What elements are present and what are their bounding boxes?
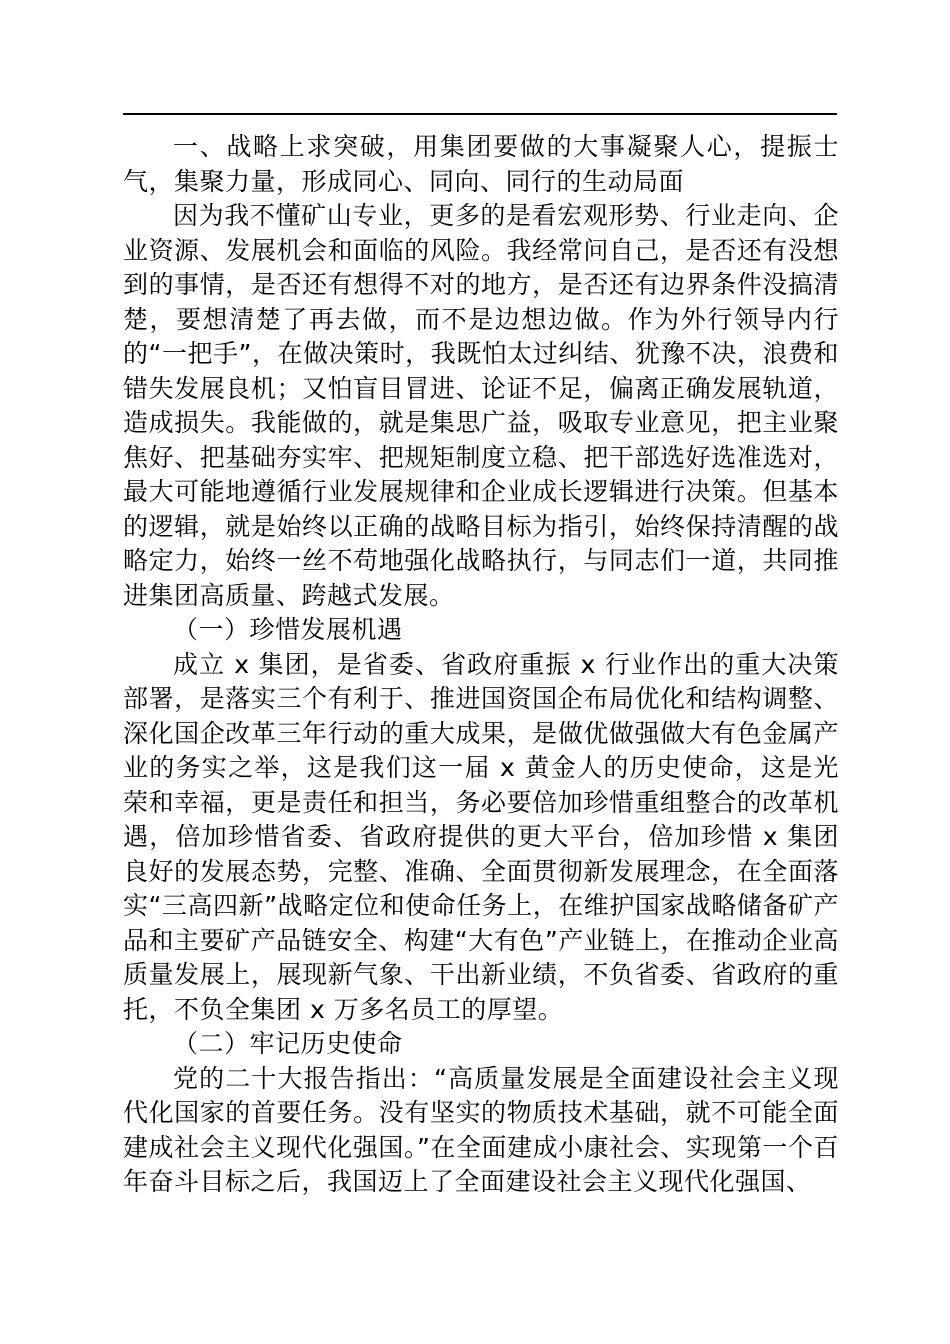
body-paragraph-decision-making: 因为我不懂矿山专业，更多的是看宏观形势、行业走向、企业资源、发展机会和面临的风险。我经常问自己，是否还有没想到的事情，是否还有想得不对的地方，是否还有边界条件没搞清楚，要想清楚了再去做，而不是边想边做。作为外行领导内行的“一把手”，在做决策时，我既怕太过纠结、犹豫不决，浪费和错失发展良机；又怕盲目冒进、论证不足，偏离正确发展轨道，造成损失。我能做的，就是集思广益，吸取专业意见，把主业聚焦好、把基础夯实牢、把规矩制度立稳、把干部选好选准选对，最大可能地遵循行业发展规律和企业成长逻辑进行决策。但基本的逻辑，就是始终以正确的战略目标为指引，始终保持清醒的战略定力，始终一丝不苟地强化战略执行，与同志们一道，共同推进集团高质量、跨越式发展。 [123, 201, 839, 610]
subheading-historical-mission: （二）牢记历史使命 [173, 1029, 403, 1058]
body-paragraph-party-congress: 党的二十大报告指出：“高质量发展是全面建设社会主义现代化国家的首要任务。没有坚实的物质技术基础，就不可能全面建成社会主义现代化强国。”在全面建成小康社会、实现第一个百年奋斗目标之后，我国迈上了全面建设社会主义现代化强国、 [123, 1063, 839, 1196]
body-paragraph-group-mission: 成立 x 集团，是省委、省政府重振 x 行业作出的重大决策部署，是落实三个有利于、推进国资国企布局优化和结构调整、深化国企改革三年行动的重大成果，是做优做强做大有色金属产业的务实之举，这是我们这一届 x 黄金人的历史使命，这是光荣和幸福，更是责任和担当，务必要倍加珍惜重组整合的改革机遇，倍加珍惜省委、省政府提供的更大平台，倍加珍惜 x 集团良好的发展态势，完整、准确、全面贯彻新发展理念，在全面落实“三高四新”战略定位和使命任务上，在维护国家战略储备矿产品和主要矿产品链安全、构建“大有色”产业链上，在推动企业高质量发展上，展现新气象、干出新业绩，不负省委、省政府的重托，不负全集团 x 万多名员工的厚望。 [123, 649, 839, 1024]
document-body [123, 130, 839, 1200]
header-rule [123, 113, 837, 115]
section-heading-strategy: 一、战略上求突破，用集团要做的大事凝聚人心，提振士气，集聚力量，形成同心、同向、同行的生动局面 [123, 132, 839, 196]
subheading-cherish-opportunity: （一）珍惜发展机遇 [173, 615, 403, 644]
